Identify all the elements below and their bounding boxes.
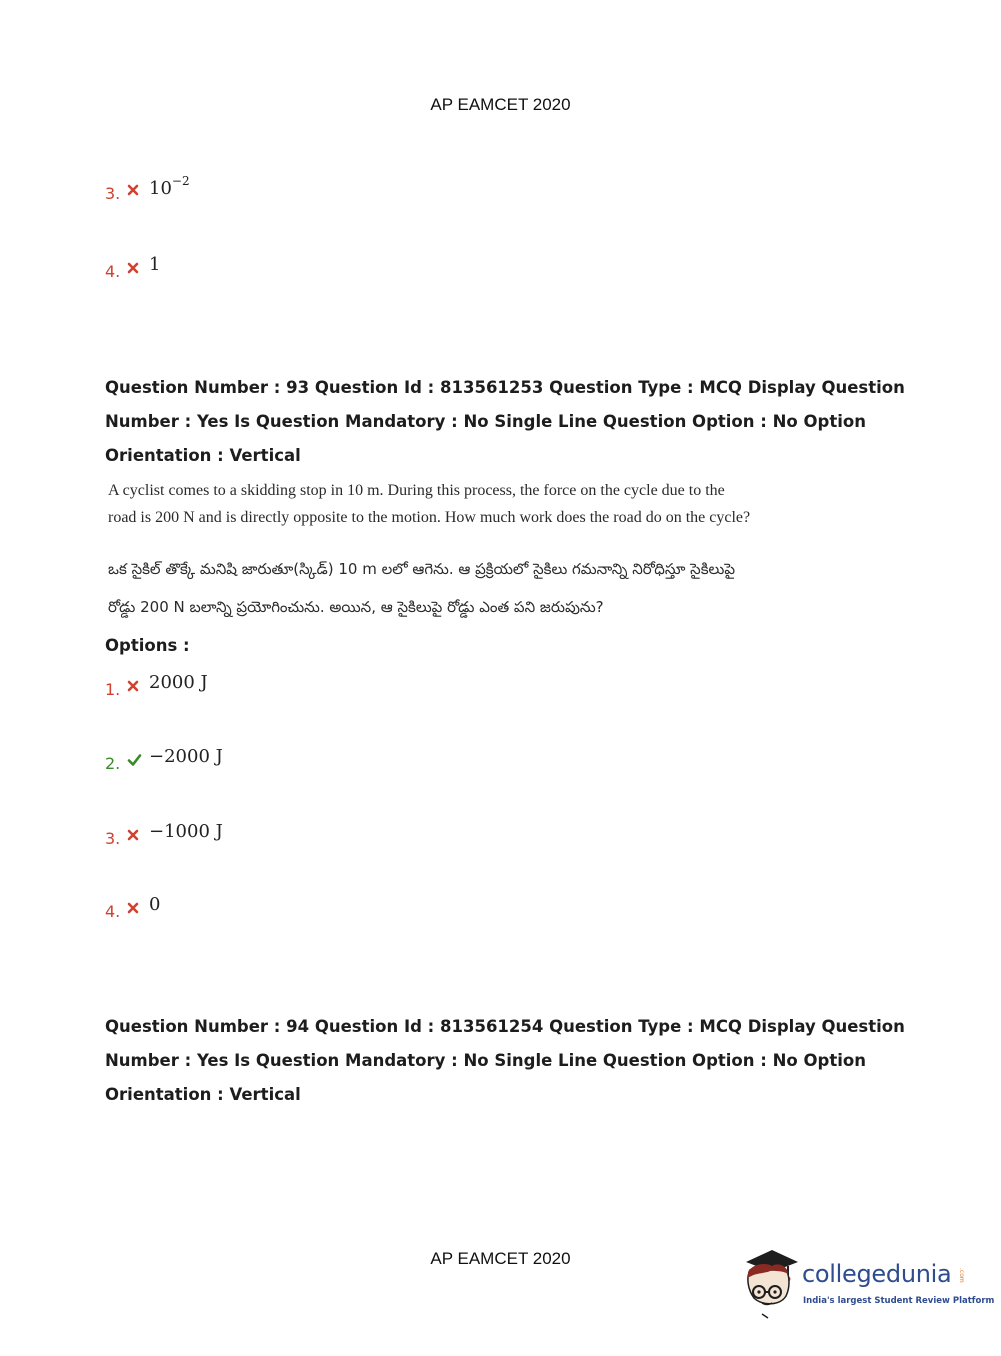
question-text-line: road is 200 N and is directly opposite to the motion. How much work does the road do on the cycle? (108, 509, 751, 526)
question-93-meta (105, 371, 905, 473)
correct-check-icon (126, 753, 143, 767)
question-text-line: రోడ్డు 200 N బలాన్ని ప్రయోగించును. అయిన, ఆ సైకిలుపై రోడ్డు ఎంత పని జరుపును? (108, 598, 604, 616)
option-number: 4. (105, 902, 121, 921)
wrong-cross-icon (126, 901, 140, 915)
option-value: 1 (149, 254, 161, 275)
meta-line: Number : Yes Is Question Mandatory : No Single Line Question Option : No Option (105, 412, 866, 431)
option-number: 3. (105, 829, 121, 848)
option-number: 4. (105, 262, 121, 281)
option-number: 2. (105, 754, 121, 773)
wrong-cross-icon (126, 679, 140, 693)
options-label: Options : (105, 636, 190, 655)
option-number: 1. (105, 680, 121, 699)
collegedunia-logo (742, 1248, 995, 1320)
wrong-cross-icon (126, 183, 140, 197)
meta-line: Orientation : Vertical (105, 1085, 301, 1104)
logo-wordmark: collegedunia (802, 1260, 952, 1288)
meta-line: Question Number : 94 Question Id : 813561254 Question Type : MCQ Display Question (105, 1017, 905, 1036)
question-94-meta (105, 1010, 905, 1112)
wrong-cross-icon (126, 828, 140, 842)
option-value: −2000 J (149, 746, 223, 767)
question-93-text-telugu (108, 550, 768, 626)
meta-line: Orientation : Vertical (105, 446, 301, 465)
question-93-text-english (108, 477, 751, 531)
option-value: 2000 J (149, 672, 208, 693)
option-value: −1000 J (149, 821, 223, 842)
option-value: $10^{-2}$ (149, 174, 190, 199)
option-number: 3. (105, 184, 121, 203)
meta-line: Number : Yes Is Question Mandatory : No Single Line Question Option : No Option (105, 1051, 866, 1070)
question-text-line: A cyclist comes to a skidding stop in 10 m. During this process, the force on the cycle due to the (108, 482, 725, 499)
meta-line: Question Number : 93 Question Id : 813561253 Question Type : MCQ Display Question (105, 378, 905, 397)
mascot-icon (742, 1248, 800, 1320)
question-text-line: ఒక సైకిల్ తొక్కే మనిషి జారుతూ(స్కిడ్) 10 m లలో ఆగెను. ఆ ప్రక్రియలో సైకిలు గమనాన్ని నిరోధిస్తూ సైకిలుపై (108, 560, 736, 578)
wrong-cross-icon (126, 261, 140, 275)
page-footer: AP EAMCET 2020 (430, 1249, 571, 1268)
page-header: AP EAMCET 2020 (430, 95, 571, 114)
logo-tagline: India's largest Student Review Platform (803, 1296, 995, 1306)
option-value: 0 (149, 894, 161, 915)
logo-suffix: .com (958, 1268, 965, 1283)
